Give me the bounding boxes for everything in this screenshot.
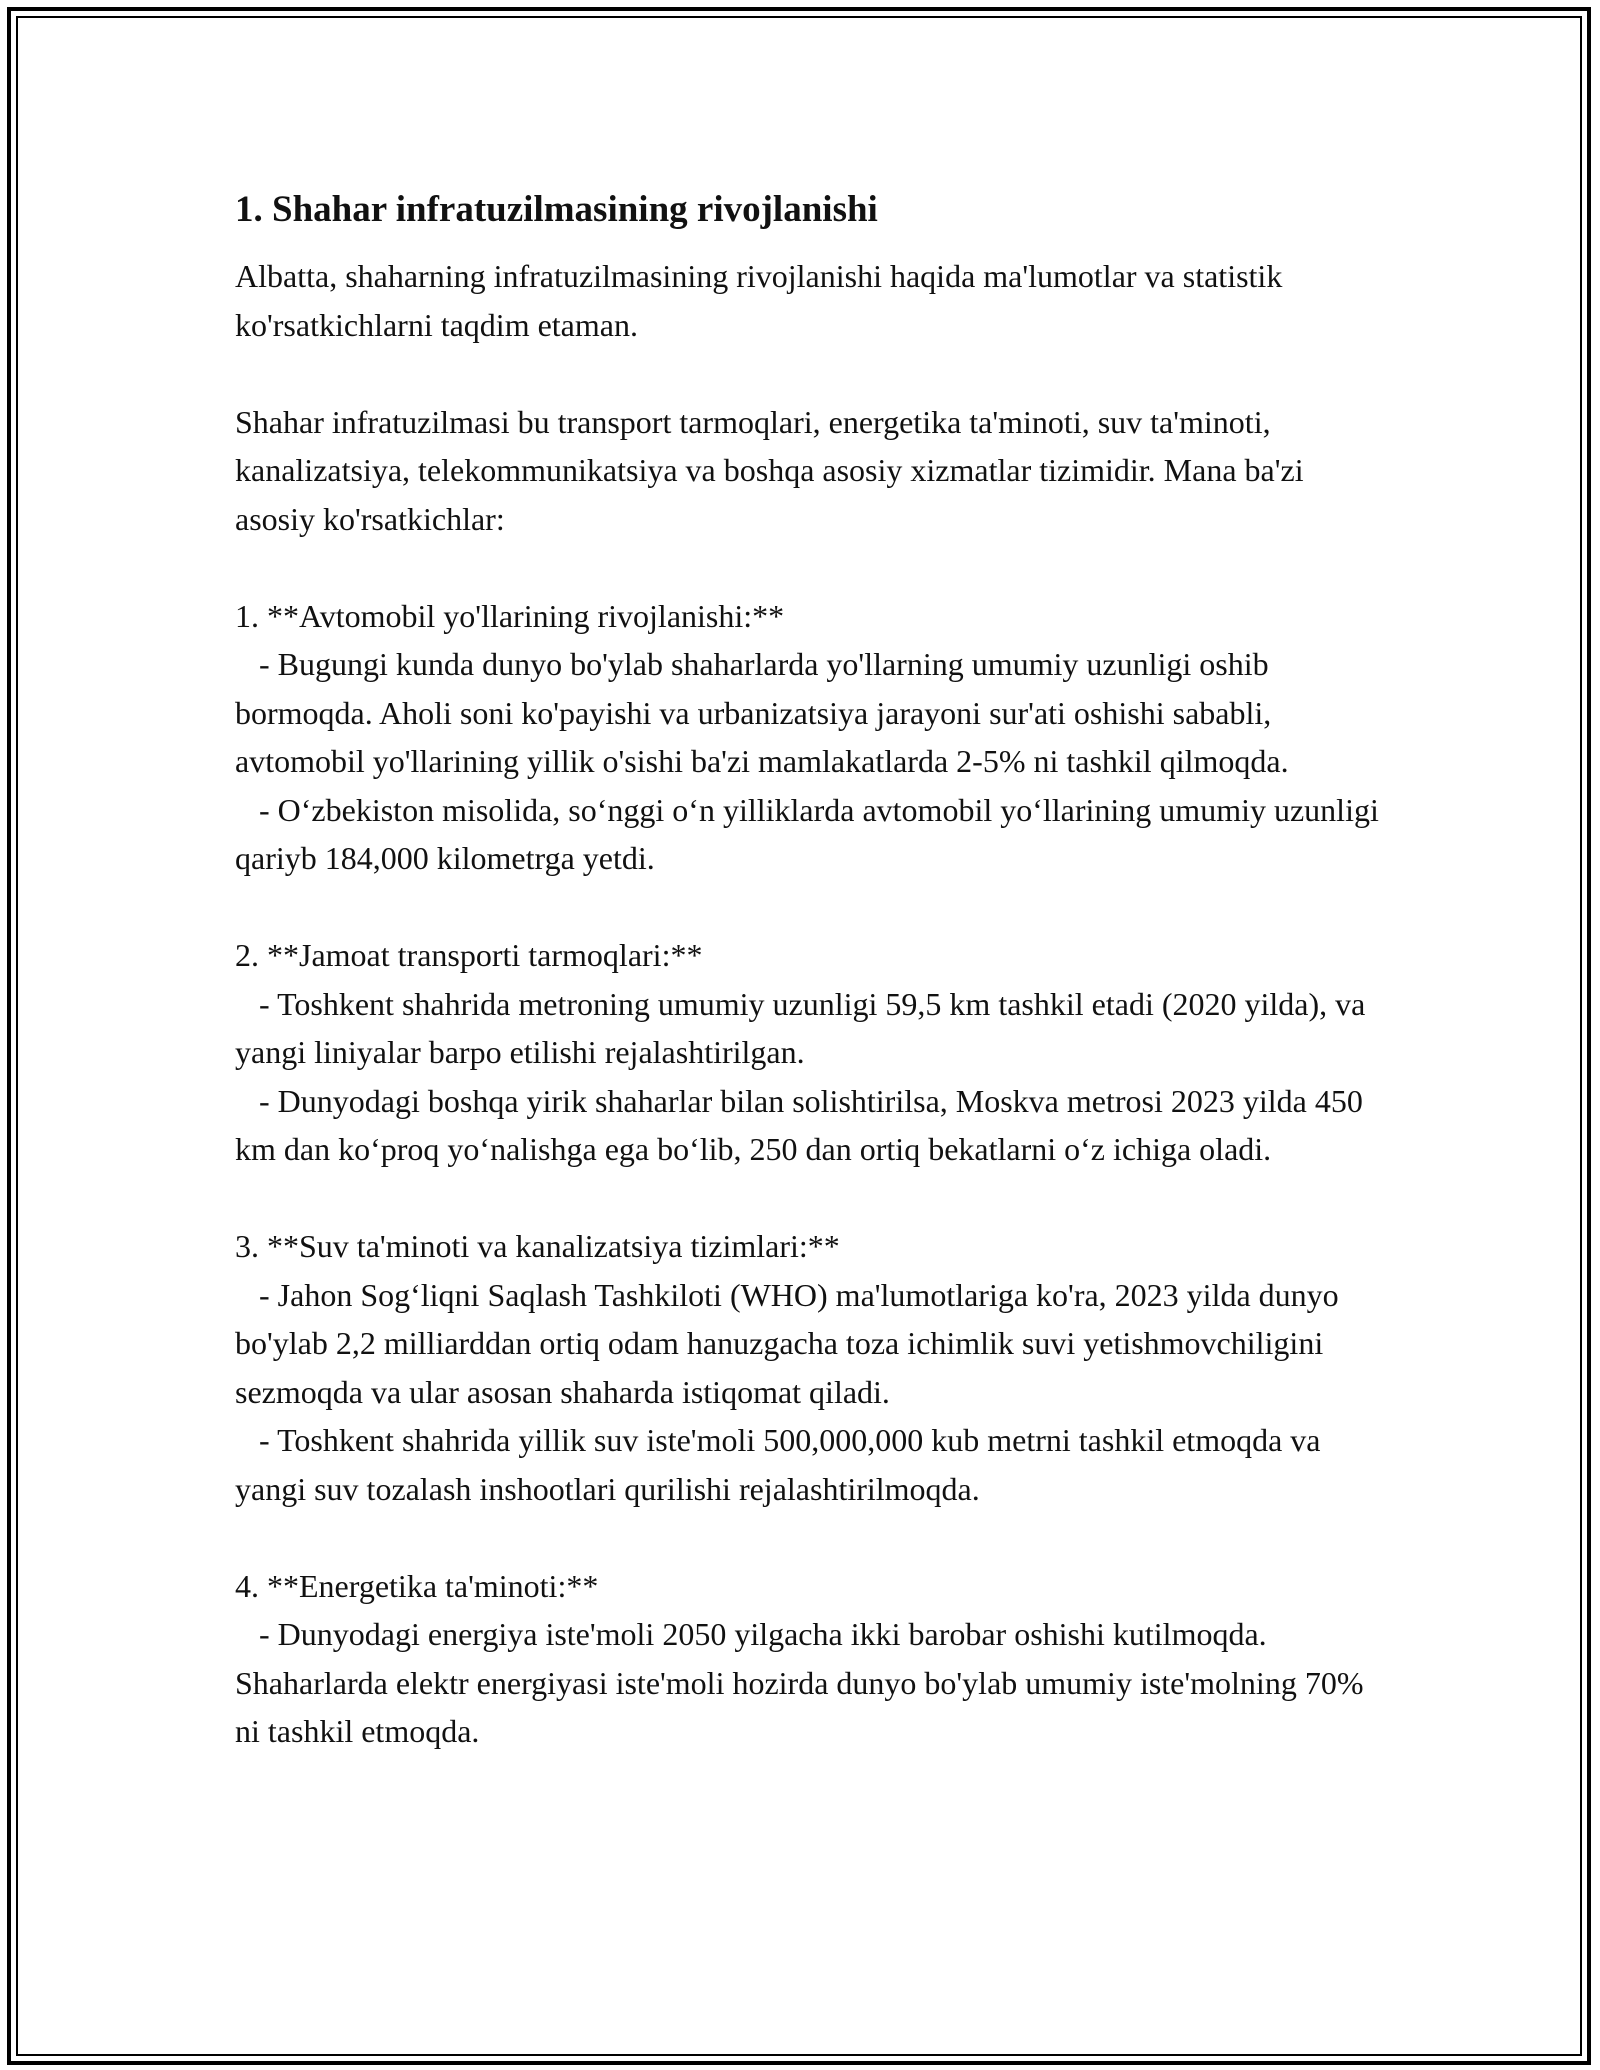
- section-bullet: - Toshkent shahrida metroning umumiy uzunligi 59,5 km tashkil etadi (2020 yilda), va yangi liniyalar barpo etilishi rejalashtirilgan.: [235, 985, 1374, 1070]
- section-bullet: - Jahon Sog‘liqni Saqlash Tashkiloti (WHO) ma'lumotlariga ko'ra, 2023 yilda dunyo bo'ylab 2,2 milliarddan ortiq odam hanuzgacha toza ichimlik suvi yetishmovchiligini sezmoqda va ular asosan shaharda istiqomat qiladi.: [235, 1276, 1347, 1410]
- section-bullet: - Bugungi kunda dunyo bo'ylab shaharlarda yo'llarning umumiy uzunligi oshib bormoqda. Aholi soni ko'payishi va urbanizatsiya jarayoni sur'ati oshishi sababli, avtomobil yo'llarining yillik o'sishi ba'zi mamlakatlarda 2-5% ni tashkil qilmoqda.: [235, 646, 1289, 779]
- overview-paragraph: Shahar infratuzilmasi bu transport tarmoqlari, energetika ta'minoti, suv ta'minoti, kanalizatsiya, telekommunikatsiya va boshqa asosiy xizmatlar tizimidir. Mana ba'zi asosiy ko'rsatkichlar:: [235, 403, 1312, 537]
- section-heading: 3. **Suv ta'minoti va kanalizatsiya tizimlari:**: [235, 1228, 840, 1264]
- section-bullet: - Dunyodagi boshqa yirik shaharlar bilan solishtirilsa, Moskva metrosi 2023 yilda 450 km dan ko‘proq yo‘nalishga ega bo‘lib, 250 dan ortiq bekatlarni o‘z ichiga oladi.: [235, 1082, 1371, 1167]
- section-bullet: - Toshkent shahrida yillik suv iste'moli 500,000,000 kub metrni tashkil etmoqda va yangi suv tozalash inshootlari qurilishi rejalashtirilmoqda.: [235, 1422, 1329, 1507]
- section-roads: [235, 592, 1387, 883]
- section-heading: 4. **Energetika ta'minoti:**: [235, 1567, 599, 1604]
- section-bullet: - O‘zbekiston misolida, so‘nggi o‘n yilliklarda avtomobil yo‘llarining umumiy uzunligi qariyb 184,000 kilometrga yetdi.: [235, 791, 1387, 876]
- section-bullet: - Dunyodagi energiya iste'moli 2050 yilgacha ikki barobar oshishi kutilmoqda. Shaharlarda elektr energiyasi iste'moli hozirda dunyo bo'ylab umumiy iste'molning 70% ni tashkil etmoqda.: [235, 1616, 1372, 1749]
- intro-paragraph: Albatta, shaharning infratuzilmasining rivojlanishi haqida ma'lumotlar va statistik ko'rsatkichlarni taqdim etaman.: [235, 258, 1291, 343]
- section-public-transport: [235, 931, 1380, 1174]
- document-body: [235, 186, 1387, 1804]
- section-heading: 1. **Avtomobil yo'llarining rivojlanishi:**: [235, 597, 785, 634]
- document-title: 1. Shahar infratuzilmasining rivojlanishi: [235, 189, 878, 230]
- section-heading: 2. **Jamoat transporti tarmoqlari:**: [235, 937, 703, 973]
- section-energy-supply: [235, 1562, 1380, 1756]
- section-water-supply: [235, 1222, 1380, 1513]
